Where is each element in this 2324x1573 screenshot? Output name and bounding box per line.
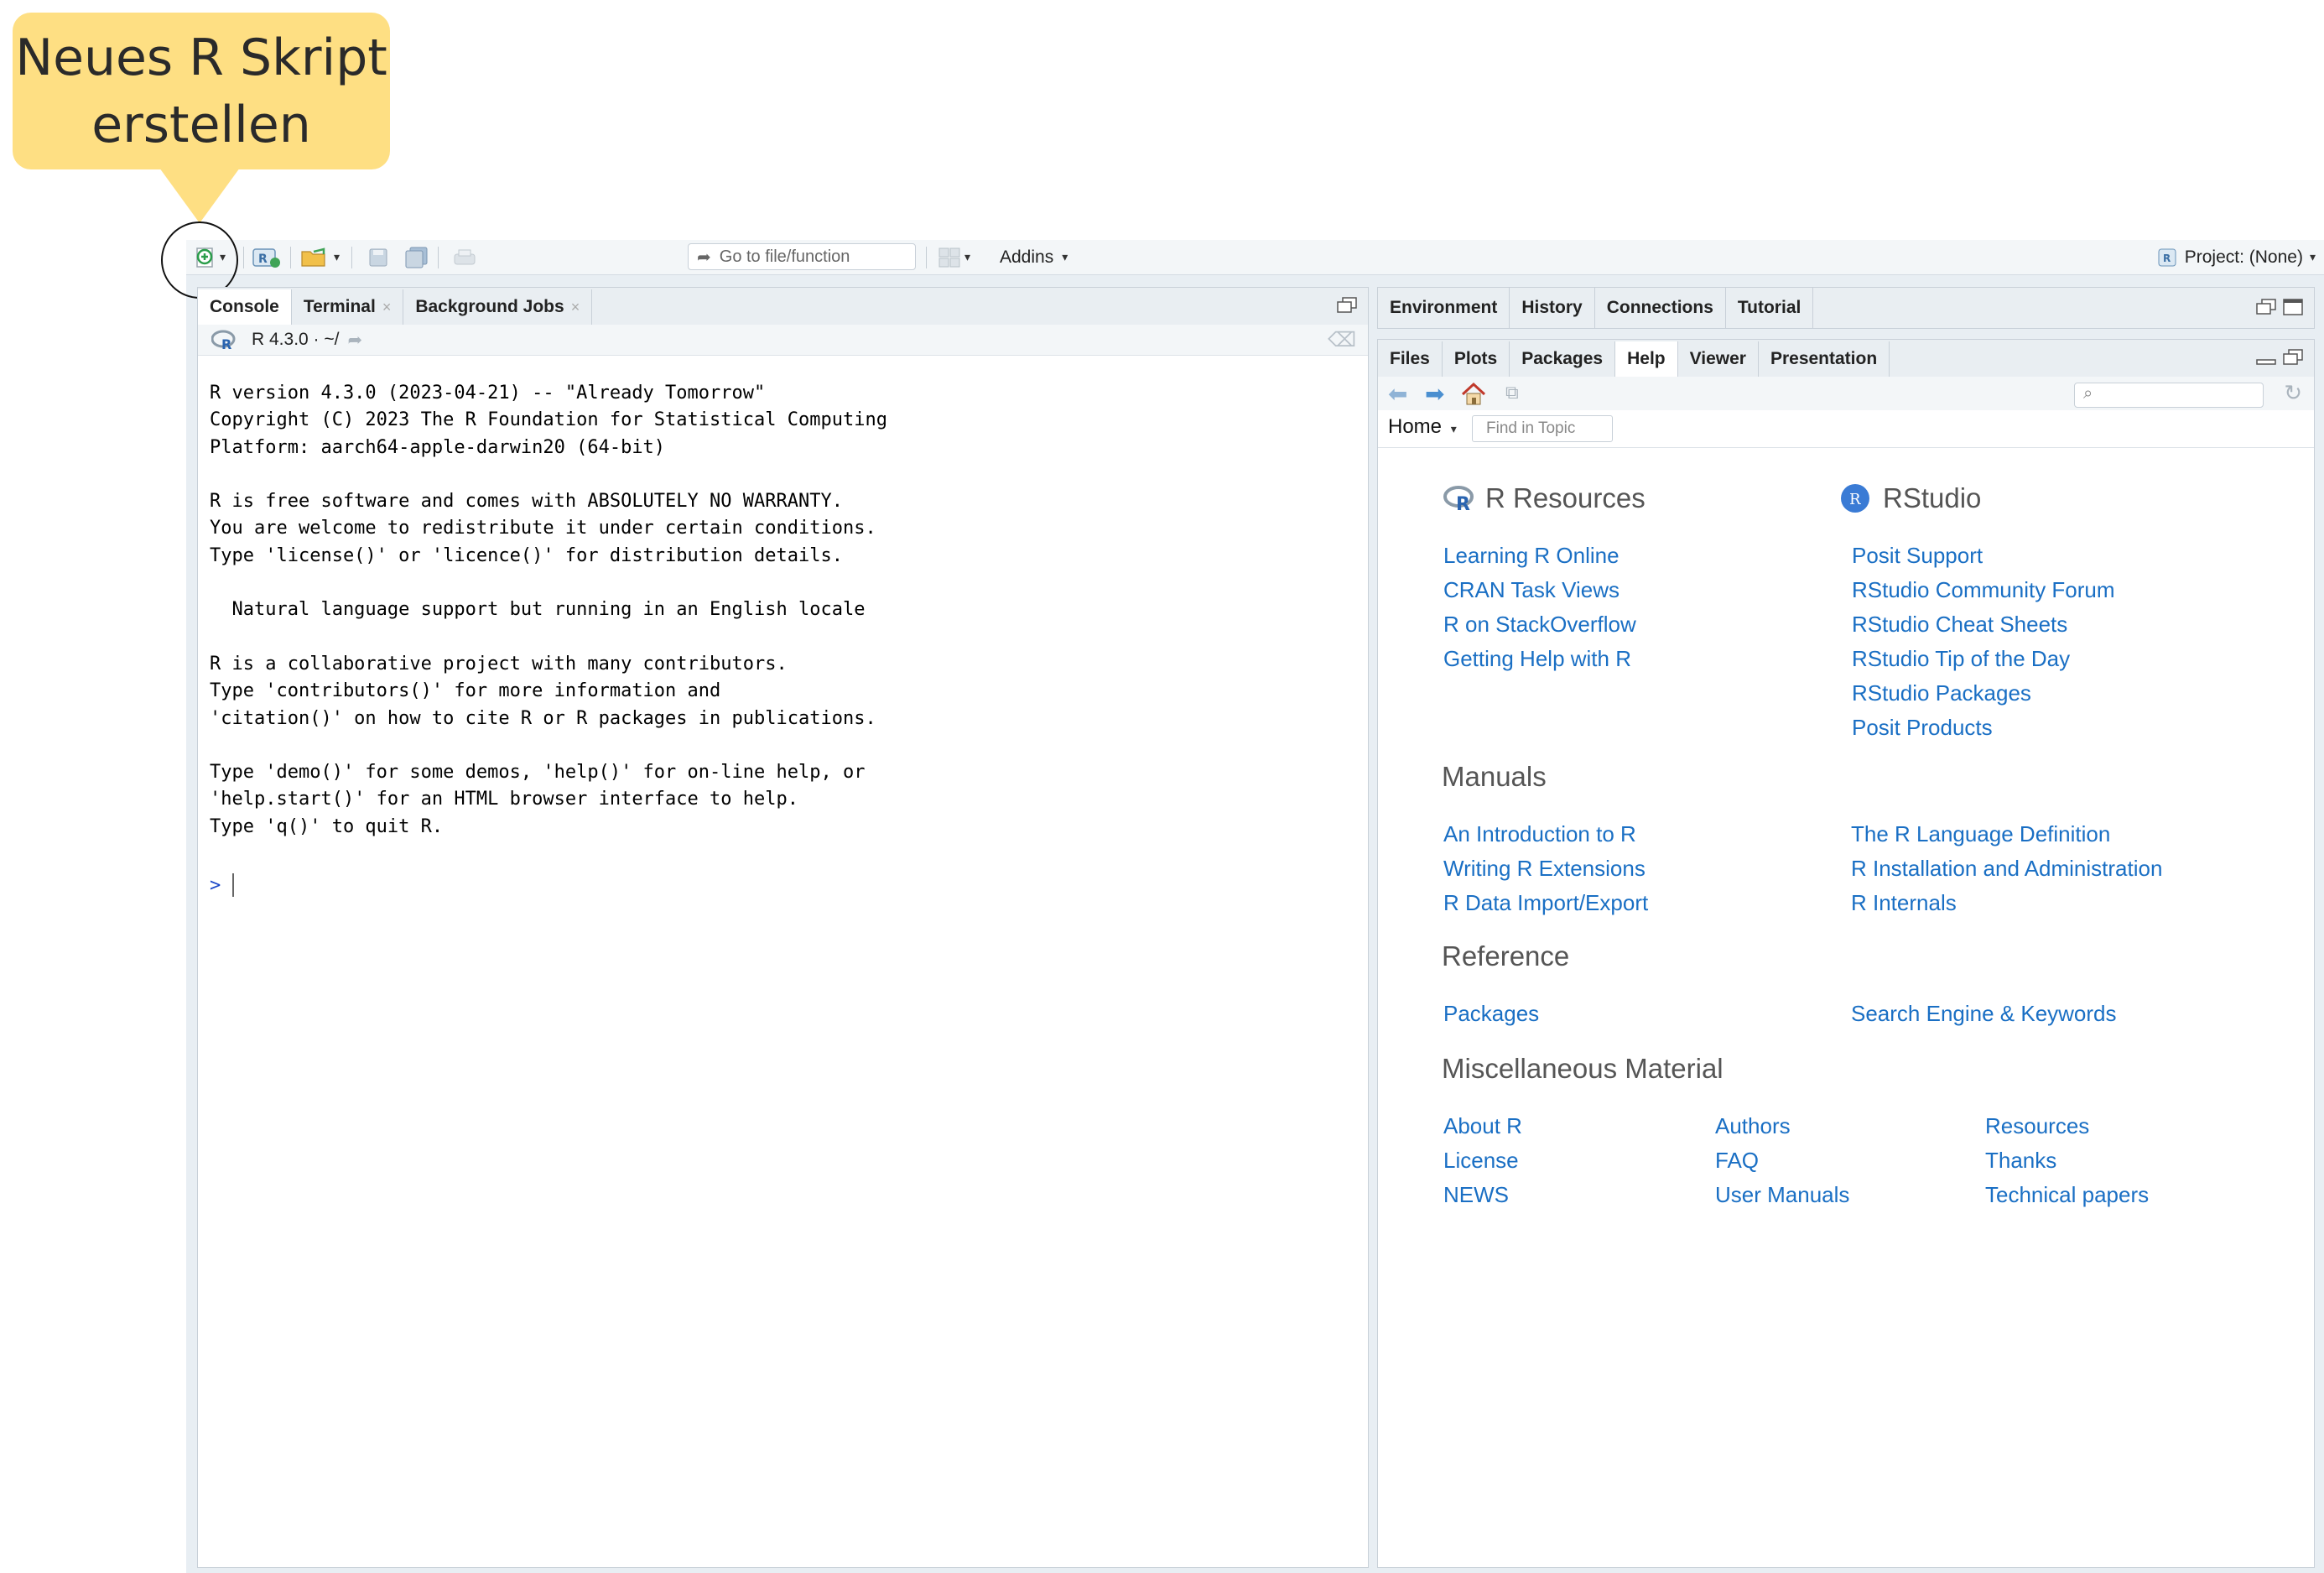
search-icon: ⌕ bbox=[2083, 384, 2093, 403]
forward-arrow-icon[interactable]: ➡ bbox=[1425, 381, 1445, 407]
console-input-line[interactable] bbox=[210, 873, 234, 897]
help-link[interactable]: License bbox=[1443, 1148, 1519, 1173]
manuals-links-right bbox=[1851, 821, 2162, 916]
restore-pane-icon[interactable] bbox=[2255, 298, 2277, 316]
clear-console-icon[interactable]: ⌫ bbox=[1328, 328, 1356, 352]
tab-terminal[interactable]: Terminal × bbox=[292, 289, 403, 325]
manuals-heading: Manuals bbox=[1442, 761, 1547, 792]
close-icon[interactable]: × bbox=[570, 298, 580, 315]
reference-links-left bbox=[1443, 1001, 1539, 1027]
help-link[interactable]: Writing R Extensions bbox=[1443, 856, 1646, 881]
help-pane bbox=[1377, 339, 2315, 1568]
folder-open-icon bbox=[300, 247, 330, 268]
restore-pane-icon[interactable] bbox=[2282, 348, 2304, 367]
layout-grid-button[interactable] bbox=[938, 240, 970, 274]
svg-text:R: R bbox=[1849, 491, 1861, 508]
go-to-directory-icon[interactable]: ➦ bbox=[347, 330, 363, 350]
tab-files[interactable]: Files bbox=[1378, 341, 1443, 377]
console-tabbar bbox=[198, 288, 1368, 326]
console-pane bbox=[197, 287, 1369, 1568]
popout-icon[interactable]: ⧉ bbox=[1505, 382, 1519, 403]
help-link[interactable]: RStudio Cheat Sheets bbox=[1852, 612, 2068, 637]
help-topic-bar bbox=[1378, 410, 2314, 448]
r-logo-icon bbox=[1443, 484, 1477, 513]
grid-icon bbox=[938, 247, 961, 268]
misc-heading: Miscellaneous Material bbox=[1442, 1053, 1724, 1084]
close-icon[interactable]: × bbox=[382, 298, 392, 315]
r-resources-links bbox=[1443, 543, 1636, 672]
save-icon bbox=[367, 247, 389, 268]
rstudio-logo-icon bbox=[1839, 482, 1871, 514]
help-link[interactable]: An Introduction to R bbox=[1443, 821, 1636, 846]
callout-line-1: Neues R Skript bbox=[15, 28, 387, 87]
chevron-down-icon[interactable]: ▾ bbox=[964, 250, 971, 263]
chevron-down-icon: ▾ bbox=[1062, 250, 1068, 263]
tab-plots[interactable]: Plots bbox=[1443, 341, 1510, 377]
tab-history[interactable]: History bbox=[1510, 288, 1594, 328]
tab-connections[interactable]: Connections bbox=[1595, 288, 1726, 328]
help-link[interactable]: Learning R Online bbox=[1443, 543, 1620, 568]
addins-label: Addins bbox=[1000, 247, 1054, 267]
help-link[interactable]: R Installation and Administration bbox=[1851, 856, 2163, 881]
refresh-icon[interactable]: ↻ bbox=[2284, 380, 2302, 405]
misc-links-col3 bbox=[1985, 1113, 2149, 1208]
help-link[interactable]: CRAN Task Views bbox=[1443, 577, 1620, 602]
help-link[interactable]: Posit Products bbox=[1852, 715, 1993, 740]
maximize-pane-icon[interactable] bbox=[2282, 298, 2304, 316]
reference-heading: Reference bbox=[1442, 940, 1570, 971]
help-link[interactable]: Getting Help with R bbox=[1443, 646, 1631, 671]
project-label: Project: (None) bbox=[2184, 247, 2303, 267]
manuals-links-left bbox=[1443, 821, 1648, 916]
help-link[interactable]: Search Engine & Keywords bbox=[1851, 1001, 2117, 1026]
tab-packages[interactable]: Packages bbox=[1510, 341, 1615, 377]
addins-menu[interactable] bbox=[1000, 240, 1068, 274]
tooltip-callout bbox=[13, 13, 390, 169]
r-project-icon bbox=[252, 246, 282, 269]
arrow-right-icon: ➦ bbox=[697, 247, 711, 267]
help-link[interactable]: R Internals bbox=[1851, 890, 1957, 915]
console-output: R version 4.3.0 (2023-04-21) -- "Already Tomorrow" Copyright (C) 2023 The R Foundation for Statistical Computing Platform: aarch64-apple-darwin20 (64-bit) R is free software and comes with ABSOLUTELY NO WARRANTY. You are welcome to redistribute it under certain conditions. Type 'license()' or 'licence()' for distribution details. Natural language support but running in an English locale R is a collaborative project with many contributors. Type 'contributors()' for more information and 'citation()' on how to cite R or R packages in publications. Type 'demo()' for some demos, 'help()' for on-line help, or 'help.start()' for an HTML browser interface to help. Type 'q()' to quit R. bbox=[210, 383, 887, 837]
chevron-down-icon[interactable]: ▾ bbox=[334, 250, 341, 263]
home-dropdown[interactable]: Home ▾ bbox=[1388, 415, 1457, 438]
back-arrow-icon[interactable]: ⬅ bbox=[1388, 381, 1408, 407]
help-link[interactable]: RStudio Community Forum bbox=[1852, 577, 2115, 602]
save-all-button[interactable] bbox=[404, 240, 429, 274]
help-link[interactable]: Posit Support bbox=[1852, 543, 1983, 568]
help-nav-toolbar bbox=[1378, 377, 2314, 411]
environment-tabbar bbox=[1378, 288, 2314, 329]
minimize-pane-icon[interactable] bbox=[2255, 348, 2277, 367]
help-link[interactable]: User Manuals bbox=[1715, 1182, 1850, 1207]
svg-text:R: R bbox=[2162, 252, 2171, 264]
reference-links-right bbox=[1851, 1001, 2117, 1027]
rstudio-heading: R RStudio bbox=[1839, 482, 1981, 514]
r-logo-icon bbox=[211, 329, 238, 351]
help-link[interactable]: NEWS bbox=[1443, 1182, 1509, 1207]
chevron-down-icon: ▾ bbox=[2309, 250, 2316, 263]
chevron-down-icon[interactable]: ▾ bbox=[220, 250, 226, 263]
help-link[interactable]: RStudio Tip of the Day bbox=[1852, 646, 2071, 671]
help-link[interactable]: Technical papers bbox=[1985, 1182, 2150, 1207]
home-icon[interactable] bbox=[1460, 382, 1487, 407]
tab-background-jobs[interactable]: Background Jobs × bbox=[403, 289, 592, 325]
tab-help[interactable]: Help bbox=[1615, 341, 1678, 377]
chevron-down-icon: ▾ bbox=[1450, 422, 1457, 435]
help-link[interactable]: Thanks bbox=[1985, 1148, 2057, 1173]
go-to-placeholder: Go to file/function bbox=[719, 247, 850, 266]
save-button[interactable] bbox=[367, 240, 389, 274]
tab-environment[interactable]: Environment bbox=[1378, 288, 1510, 328]
pane-window-controls bbox=[2255, 348, 2304, 367]
help-link[interactable]: FAQ bbox=[1715, 1148, 1760, 1173]
help-link[interactable]: R on StackOverflow bbox=[1443, 612, 1636, 637]
new-project-button[interactable] bbox=[252, 240, 282, 274]
help-link[interactable]: Packages bbox=[1443, 1001, 1540, 1026]
r-resources-heading: R R Resources bbox=[1443, 482, 1646, 514]
main-toolbar bbox=[186, 240, 2324, 275]
project-menu[interactable] bbox=[2158, 240, 2316, 274]
help-search-input[interactable] bbox=[2074, 383, 2264, 408]
tab-viewer[interactable]: Viewer bbox=[1678, 341, 1759, 377]
misc-links-col1 bbox=[1443, 1113, 1522, 1208]
save-all-icon bbox=[404, 247, 429, 268]
callout-pointer bbox=[159, 168, 240, 223]
svg-text:R: R bbox=[221, 336, 232, 351]
console-prompt: > bbox=[210, 874, 221, 896]
text-cursor bbox=[232, 873, 234, 897]
help-link[interactable]: About R bbox=[1443, 1113, 1522, 1138]
svg-text:R: R bbox=[258, 252, 268, 266]
find-in-topic-input[interactable]: Find in Topic bbox=[1472, 415, 1613, 442]
help-link[interactable]: RStudio Packages bbox=[1852, 680, 2031, 706]
callout-line-2: erstellen bbox=[91, 95, 311, 154]
pane-window-controls bbox=[1336, 296, 1358, 315]
tab-tutorial[interactable]: Tutorial bbox=[1726, 288, 1813, 328]
help-link[interactable]: Authors bbox=[1715, 1113, 1791, 1138]
r-version-path: R 4.3.0 · ~/ bbox=[252, 330, 340, 349]
svg-text:R: R bbox=[1456, 494, 1470, 513]
open-file-button[interactable] bbox=[300, 240, 340, 274]
restore-pane-icon[interactable] bbox=[1336, 296, 1358, 315]
help-link[interactable]: Resources bbox=[1985, 1113, 2090, 1138]
misc-links-col2 bbox=[1715, 1113, 1849, 1208]
pane-window-controls bbox=[2255, 298, 2304, 316]
console-subheader bbox=[198, 325, 1368, 356]
rstudio-links bbox=[1852, 543, 2115, 741]
help-link[interactable]: R Data Import/Export bbox=[1443, 890, 1649, 915]
help-tabbar bbox=[1378, 340, 2314, 378]
help-link[interactable]: The R Language Definition bbox=[1851, 821, 2111, 846]
help-content bbox=[1378, 447, 2314, 1567]
print-icon bbox=[453, 247, 476, 268]
r-project-icon bbox=[2158, 247, 2178, 268]
tab-presentation[interactable]: Presentation bbox=[1759, 341, 1890, 377]
environment-pane bbox=[1377, 287, 2315, 329]
print-button[interactable] bbox=[453, 240, 476, 274]
go-to-file-input[interactable] bbox=[688, 243, 916, 270]
tab-console[interactable]: Console bbox=[198, 289, 292, 325]
